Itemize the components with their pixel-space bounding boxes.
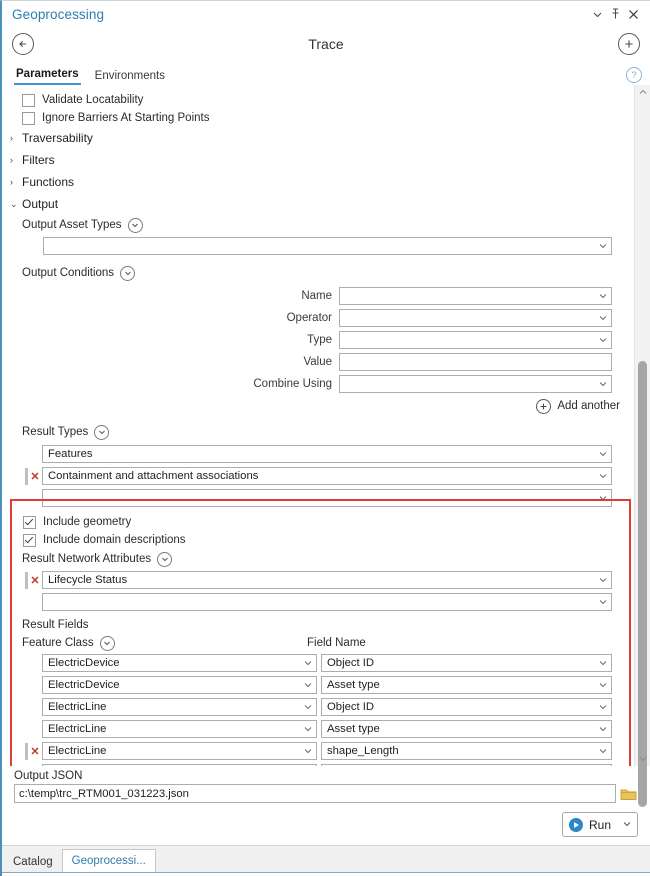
checkbox-label: Include geometry: [43, 516, 132, 528]
checkbox-label: Validate Locatability: [42, 94, 144, 106]
run-label: Run: [588, 817, 611, 832]
close-icon[interactable]: [624, 4, 642, 24]
tool-title: Trace: [308, 36, 344, 52]
combobox-value: Lifecycle Status: [48, 574, 128, 586]
pin-icon[interactable]: [606, 4, 624, 24]
field-label: Name: [301, 290, 332, 302]
combobox-value: Object ID: [327, 657, 375, 669]
result-network-attribute-row: [25, 569, 612, 591]
chevron-down-icon: [597, 450, 609, 459]
combobox-value: Asset type: [327, 679, 380, 691]
plus-icon: [536, 399, 551, 414]
dock-tab-bar: [2, 845, 650, 872]
dock-tab-geoprocessing[interactable]: Geoprocessi...: [62, 849, 156, 872]
checkbox-box[interactable]: [23, 534, 36, 547]
chevron-right-icon: ›: [10, 133, 13, 143]
chevron-down-icon: [597, 703, 609, 712]
output-asset-types-combobox[interactable]: [43, 237, 612, 255]
chevron-down-icon: [302, 747, 314, 756]
output-asset-types-label: Output Asset Types: [22, 219, 122, 231]
combobox-value: Features: [48, 448, 93, 460]
chevron-down-icon[interactable]: [588, 4, 606, 24]
section-functions[interactable]: [2, 171, 634, 193]
feature-class-combobox[interactable]: [42, 698, 317, 716]
checkbox-label: Ignore Barriers At Starting Points: [42, 112, 210, 124]
column-header-feature-class: Feature Class: [22, 637, 94, 649]
chevron-down-icon[interactable]: [120, 266, 135, 281]
delete-row-icon[interactable]: ✕: [30, 470, 40, 483]
chevron-down-icon: [597, 336, 609, 345]
back-arrow-icon[interactable]: [12, 33, 34, 55]
help-icon[interactable]: ?: [626, 67, 642, 83]
scroll-down-arrow-icon[interactable]: [635, 752, 650, 766]
chevron-down-icon: [597, 380, 609, 389]
output-json-section: [2, 766, 650, 845]
result-type-row: [25, 443, 612, 465]
field-label: Operator: [286, 312, 332, 324]
result-fields-label: Result Fields: [22, 619, 89, 631]
chevron-down-icon: [302, 725, 314, 734]
chevron-down-icon[interactable]: [128, 218, 143, 233]
checkbox-box[interactable]: [22, 94, 35, 107]
result-network-attribute-combobox[interactable]: [42, 571, 612, 589]
checkbox-include-domain-descriptions[interactable]: [2, 531, 634, 549]
chevron-down-icon: [302, 659, 314, 668]
combobox-value: shape_Length: [327, 745, 399, 757]
result-type-row: [25, 465, 612, 487]
field-name-combobox[interactable]: [321, 698, 612, 716]
result-field-row: [25, 740, 612, 762]
field-name-combobox[interactable]: [321, 764, 612, 766]
field-label: Type: [307, 334, 332, 346]
tab-environments[interactable]: Environments: [94, 70, 165, 82]
field-label: Combine Using: [253, 378, 332, 390]
field-name-combobox[interactable]: [321, 720, 612, 738]
condition-name-combobox[interactable]: [339, 287, 612, 305]
checkbox-box[interactable]: [22, 112, 35, 125]
dock-tab-catalog[interactable]: Catalog: [13, 856, 53, 868]
delete-row-icon[interactable]: ✕: [30, 574, 40, 587]
condition-row-value: [2, 351, 612, 373]
chevron-down-icon[interactable]: [100, 636, 115, 651]
chevron-down-icon: [597, 659, 609, 668]
output-json-label: Output JSON: [14, 770, 83, 782]
parameters-form: [2, 85, 634, 766]
chevron-down-icon: [597, 314, 609, 323]
section-output[interactable]: [2, 193, 634, 215]
chevron-down-icon: [597, 747, 609, 756]
field-name-combobox[interactable]: [321, 676, 612, 694]
section-label: Traversability: [22, 131, 93, 145]
feature-class-combobox[interactable]: [42, 764, 317, 766]
feature-class-combobox[interactable]: [42, 742, 317, 760]
condition-row-type: [2, 329, 612, 351]
combobox-value: Asset type: [327, 723, 380, 735]
pane-titlebar: [2, 1, 650, 27]
run-row: [14, 803, 640, 845]
add-another-button[interactable]: [2, 395, 634, 417]
pane-tabs: [2, 61, 650, 85]
folder-icon[interactable]: [616, 787, 640, 801]
result-network-attribute-row-empty: [25, 591, 612, 613]
chevron-down-icon: [597, 292, 609, 301]
checkbox-label: Include domain descriptions: [43, 534, 186, 546]
add-another-label: Add another: [557, 400, 620, 412]
checkbox-ignore-barriers-at-starting-points[interactable]: [2, 109, 634, 127]
field-label: Value: [303, 356, 332, 368]
chevron-down-icon: [302, 681, 314, 690]
run-button[interactable]: [562, 812, 638, 837]
chevron-right-icon: ›: [10, 155, 13, 165]
result-field-row: [25, 718, 612, 740]
result-types-label: Result Types: [22, 426, 89, 438]
condition-value-input[interactable]: [339, 353, 612, 371]
condition-operator-combobox[interactable]: [339, 309, 612, 327]
field-name-combobox[interactable]: [321, 742, 612, 760]
result-types-header: [2, 421, 634, 443]
result-type-combobox[interactable]: [42, 445, 612, 463]
tab-parameters[interactable]: Parameters: [14, 68, 81, 85]
combobox-value: ElectricLine: [48, 745, 107, 757]
combobox-value: ElectricLine: [48, 723, 107, 735]
result-type-combobox[interactable]: [42, 467, 612, 485]
result-field-row: [25, 674, 612, 696]
combobox-value: Containment and attachment associations: [48, 470, 259, 482]
chevron-down-icon: [597, 576, 609, 585]
chevron-down-icon[interactable]: [157, 552, 172, 567]
chevron-down-icon: [597, 681, 609, 690]
vertical-scrollbar[interactable]: [634, 85, 650, 766]
result-fields-column-headers: [2, 634, 634, 652]
condition-type-combobox[interactable]: [339, 331, 612, 349]
condition-row-name: [2, 285, 612, 307]
checkbox-validate-locatability[interactable]: [2, 91, 634, 109]
feature-class-combobox[interactable]: [42, 654, 317, 672]
chevron-down-icon[interactable]: [621, 820, 633, 829]
condition-combine-using-combobox[interactable]: [339, 375, 612, 393]
chevron-down-icon: [597, 494, 609, 503]
output-json-value: c:\temp\trc_RTM001_031223.json: [19, 787, 189, 800]
output-json-input[interactable]: [14, 784, 616, 803]
chevron-down-icon[interactable]: [94, 425, 109, 440]
checkbox-box[interactable]: [23, 516, 36, 529]
result-field-row-empty: [25, 762, 612, 766]
section-label: Output: [22, 197, 59, 211]
pane-body: [2, 85, 650, 766]
combobox-value: ElectricLine: [48, 701, 107, 713]
scrollbar-thumb[interactable]: [638, 361, 647, 807]
result-network-attributes-header: [2, 549, 634, 569]
combobox-value: ElectricDevice: [48, 679, 120, 691]
chevron-down-icon: ⌄: [10, 198, 18, 209]
column-header-field-name: Field Name: [307, 637, 366, 649]
result-fields-header: [2, 616, 634, 634]
combobox-value: ElectricDevice: [48, 657, 120, 669]
result-network-attribute-combobox[interactable]: [42, 593, 612, 611]
section-filters[interactable]: [2, 149, 634, 171]
result-field-row: [25, 652, 612, 674]
pane-title: Geoprocessing: [12, 6, 105, 22]
chevron-down-icon: [302, 703, 314, 712]
tool-header: [2, 27, 650, 61]
result-network-attributes-label: Result Network Attributes: [22, 553, 152, 565]
condition-row-combine-using: [2, 373, 612, 395]
section-label: Filters: [22, 153, 55, 167]
add-tool-icon[interactable]: [618, 33, 640, 55]
chevron-right-icon: ›: [10, 177, 13, 187]
output-json-row: [14, 784, 640, 803]
checkbox-include-geometry[interactable]: [2, 513, 634, 531]
delete-row-icon[interactable]: ✕: [30, 745, 40, 758]
feature-class-combobox[interactable]: [42, 720, 317, 738]
section-traversability[interactable]: [2, 127, 634, 149]
chevron-down-icon: [597, 472, 609, 481]
output-conditions-header: [2, 261, 634, 285]
scroll-up-arrow-icon[interactable]: [635, 85, 650, 99]
combobox-value: Object ID: [327, 701, 375, 713]
condition-row-operator: [2, 307, 612, 329]
result-type-combobox[interactable]: [42, 489, 612, 507]
result-type-row-empty: [25, 487, 612, 509]
chevron-down-icon: [597, 725, 609, 734]
window-bottom-edge: [2, 872, 650, 876]
feature-class-combobox[interactable]: [42, 676, 317, 694]
chevron-down-icon: [597, 242, 609, 251]
chevron-down-icon: [597, 598, 609, 607]
output-asset-types-header: [2, 215, 634, 235]
section-label: Functions: [22, 175, 75, 189]
play-icon: [569, 818, 583, 832]
field-name-combobox[interactable]: [321, 654, 612, 672]
result-field-row: [25, 696, 612, 718]
output-conditions-label: Output Conditions: [22, 267, 115, 279]
